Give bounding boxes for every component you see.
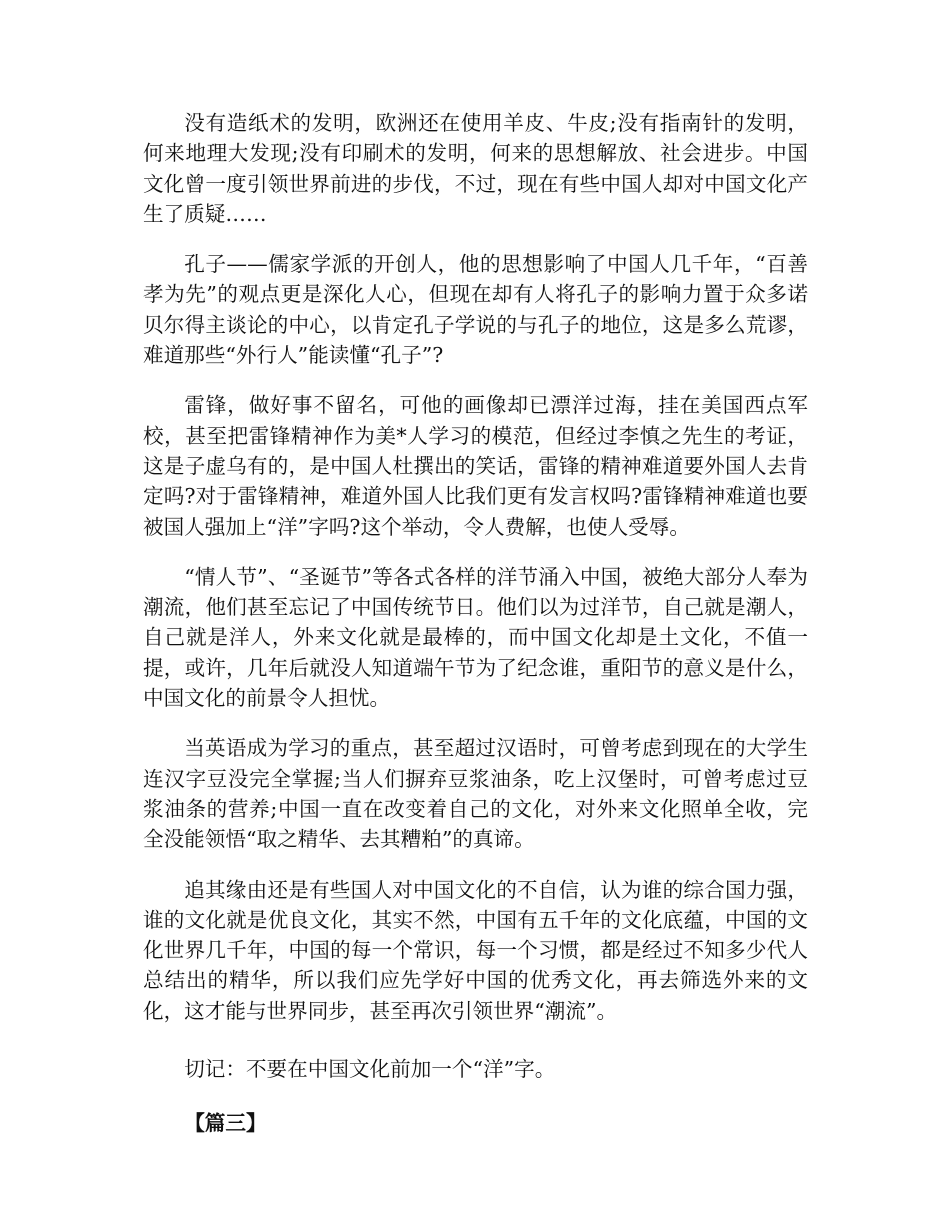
paragraph-cultural-confidence: 追其缘由还是有些国人对中国文化的不自信，认为谁的综合国力强，谁的文化就是优良文化，其实不然，中国有五千年的文化底蕴，中国的文化世界几千年，中国的每一个常识，每一个习惯，都是经过不知多少代人总结出的精华，所以我们应先学好中国的优秀文化，再去筛选外来的文化，这才能与世界同步，甚至再次引领世界“潮流”。 <box>143 877 808 1023</box>
paragraph-lei-feng: 雷锋，做好事不留名，可他的画像却已漂洋过海，挂在美国西点军校，甚至把雷锋精神作为美*人学习的模范，但经过李慎之先生的考证，这是子虚乌有的，是中国人杜撰出的笑话，雷锋的精神难道要外国人去肯定吗?对于雷锋精神，难道外国人比我们更有发言权吗?雷锋精神难道也要被国人强加上“洋”字吗?这个举动，令人费解，也使人受辱。 <box>143 393 808 539</box>
section-heading: 【篇三】 <box>184 1111 267 1136</box>
closing-remark: 切记：不要在中国文化前加一个“洋”字。 <box>184 1057 556 1082</box>
paragraph-confucius: 孔子——儒家学派的开创人，他的思想影响了中国人几千年，“百善孝为先”的观点更是深化人心，但现在却有人将孔子的影响力置于众多诺贝尔得主谈论的中心，以肯定孔子学说的与孔子的地位，这是多么荒谬，难道那些“外行人”能读懂“孔子”? <box>143 252 808 368</box>
document-body <box>143 108 808 1139</box>
paragraph-foreign-festivals: “情人节”、“圣诞节”等各式各样的洋节涌入中国，被绝大部分人奉为潮流，他们甚至忘记了中国传统节日。他们以为过洋节，自己就是潮人，自己就是洋人，外来文化就是最棒的，而中国文化却是土文化，不值一提，或许，几年后就没人知道端午节为了纪念谁，重阳节的意义是什么，中国文化的前景令人担忧。 <box>143 564 808 711</box>
paragraph-english-study: 当英语成为学习的重点，甚至超过汉语时，可曾考虑到现在的大学生连汉字豆没完全掌握;当人们摒弃豆浆油条，吃上汉堡时，可曾考虑过豆浆油条的营养;中国一直在改变着自己的文化，对外来文化照单全收，完全没能领悟“取之精华、去其糟粕”的真谛。 <box>143 736 808 852</box>
paragraph-paper-invention: 没有造纸术的发明，欧洲还在使用羊皮、牛皮;没有指南针的发明，何来地理大发现;没有印刷术的发明，何来的思想解放、社会进步。中国文化曾一度引领世界前进的步伐，不过，现在有些中国人却对中国文化产生了质疑…… <box>143 111 808 226</box>
